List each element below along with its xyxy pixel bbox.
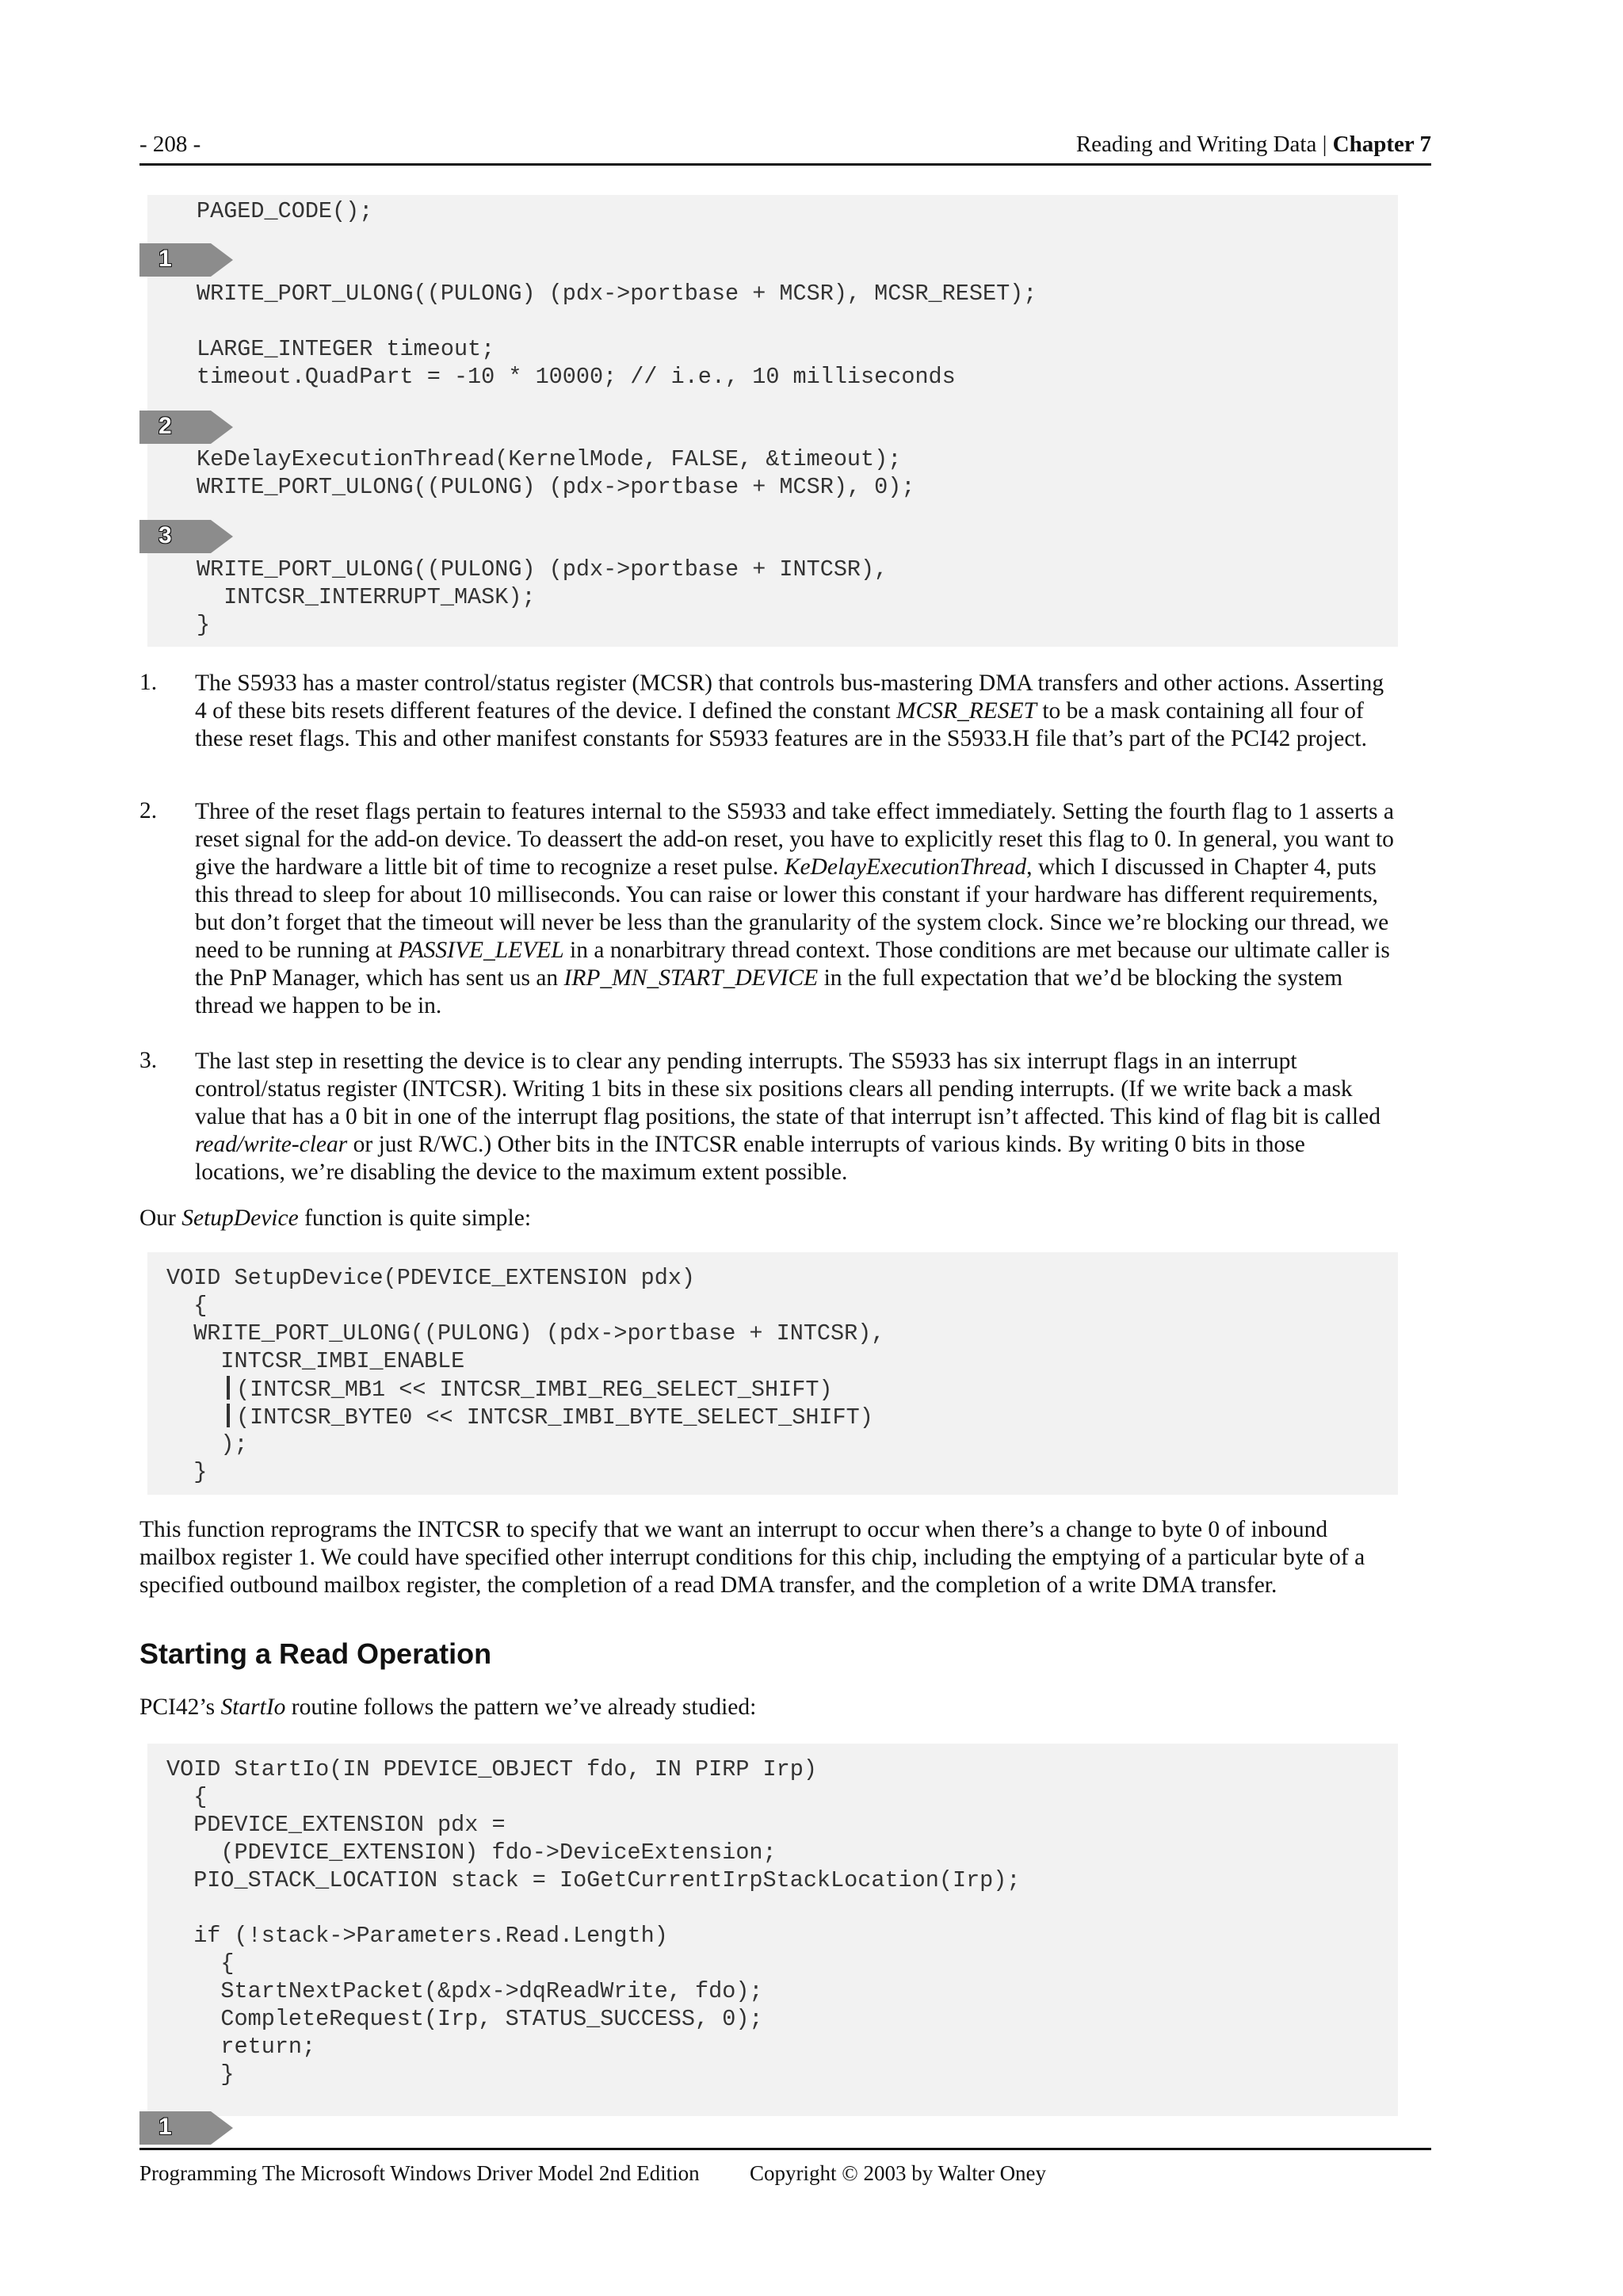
list-number: 1. [139,670,158,695]
code-line: VOID SetupDevice(PDEVICE_EXTENSION pdx) [166,1265,696,1291]
page-footer [139,2148,1431,2185]
code-line: INTCSR_INTERRUPT_MASK); [197,584,536,610]
code-line [227,1404,873,1431]
text-run: function is quite simple: [298,1205,532,1231]
list-item-text [195,798,1400,1020]
code-line: WRITE_PORT_ULONG((PULONG) (pdx->portbase + MCSR), MCSR_RESET); [197,281,1037,307]
setup-explanation: This function reprograms the INTCSR to specify that we want an interrupt to occur when there’s a change to byte 0 of inbound mailbox register 1. We could have specified other interrupt conditions for this chip, including the emptying of a particular byte of a specified outbound mailbox register, the completion of a read DMA transfer, and the completion of a write DMA transfer. [139,1517,1365,1598]
step-marker-icon [139,2111,233,2145]
list-number: 2. [139,798,158,823]
text-run: in a nonarbitrary thread context. Those conditions are met because our ultimate caller is the PnP Manager, which has sent us an [195,938,1390,991]
list-number: 3. [139,1048,158,1073]
text-run: or just R/WC.) Other bits in the INTCSR enable interrupts of various kinds. By writing 0 bits in those locations, we’re disabling the device to the maximum extent possible. [195,1132,1305,1185]
code-line: StartNextPacket(&pdx->dqReadWrite, fdo); [166,1978,763,2004]
code-line: PAGED_CODE(); [197,198,373,224]
text-run: The S5933 has a master control/status register (MCSR) that controls bus-mastering DMA transfers and other actions. Asserting 4 of these bits resets different features of the device. I defined the constant [195,670,1384,724]
text-run: in the full expectation that we’d be blocking the system thread we happen to be in. [195,965,1343,1018]
page-header [139,128,1431,166]
code-line: WRITE_PORT_ULONG((PULONG) (pdx->portbase + INTCSR), [197,556,888,583]
pipe-operator-icon [227,1404,230,1427]
step-marker-icon [139,411,233,444]
list-item-text [195,1048,1400,1186]
code-line: } [166,1459,208,1485]
step-marker-icon [139,243,233,277]
emphasis-text: MCSR_RESET [896,698,1037,724]
step-marker-label: 3 [158,522,172,548]
emphasis-text: IRP_MN_START_DEVICE [563,965,819,991]
chapter-title-text: Reading and Writing Data | [1075,132,1333,157]
code-line: PIO_STACK_LOCATION stack = IoGetCurrentIrpStackLocation(Irp); [166,1867,1021,1893]
text-run: Three of the reset flags pertain to features internal to the S5933 and take effect immediately. Setting the fourth flag to 1 asserts a reset signal for the add-on device. To deassert the add-on reset, you have to explicitly reset this flag to 0. In general, you want to give the hardware a little bit of time to recognize a reset pulse. [195,799,1394,880]
step-marker-label: 1 [158,246,172,272]
pipe-operator-icon [227,1376,230,1400]
code-line: { [166,1950,235,1977]
code-line: ); [166,1431,248,1457]
code-line: return; [166,2034,316,2060]
code-block [147,195,1398,647]
code-line: CompleteRequest(Irp, STATUS_SUCCESS, 0); [166,2006,763,2032]
code-line: if (!stack->Parameters.Read.Length) [166,1923,668,1949]
text-run: PCI42’s [139,1694,221,1720]
emphasis-text: KeDelayExecutionThread [784,854,1027,880]
text-run: routine follows the pattern we’ve already studied: [285,1694,757,1720]
code-text: (INTCSR_BYTE0 << INTCSR_IMBI_BYTE_SELECT_SHIFT) [236,1404,873,1431]
code-line: KeDelayExecutionThread(KernelMode, FALSE, &timeout); [197,446,902,472]
code-line: } [197,612,211,638]
page-number: - 208 - [139,132,201,157]
code-line: INTCSR_IMBI_ENABLE [166,1348,465,1374]
code-line: WRITE_PORT_ULONG((PULONG) (pdx->portbase + MCSR), 0); [197,474,915,500]
chapter-label: Chapter 7 [1332,132,1431,157]
code-line: WRITE_PORT_ULONG((PULONG) (pdx->portbase + INTCSR), [166,1320,885,1347]
emphasis-text: SetupDevice [181,1205,299,1231]
code-line: PDEVICE_EXTENSION pdx = [166,1812,506,1838]
code-line: LARGE_INTEGER timeout; [197,336,495,362]
startio-intro [139,1694,1407,1721]
list-item-text [195,670,1400,753]
emphasis-text: PASSIVE_LEVEL [398,938,564,963]
step-marker-label: 2 [158,413,172,439]
text-run: Our [139,1205,182,1231]
code-block [147,1744,1398,2116]
code-line: timeout.QuadPart = -10 * 10000; // i.e., 10 milliseconds [197,364,956,390]
code-text: (INTCSR_MB1 << INTCSR_IMBI_REG_SELECT_SHIFT) [236,1377,833,1403]
code-line: (PDEVICE_EXTENSION) fdo->DeviceExtension; [166,1839,777,1866]
code-line: { [166,1784,208,1810]
setup-intro [139,1205,1407,1232]
text-run: , which I discussed in Chapter 4, puts this thread to sleep for about 10 milliseconds. You can raise or lower this constant if your hardware has different requirements, but don’t forget that the timeout will never be less than the granularity of the system clock. Since we’re blocking our thread, we need to be running at [195,854,1389,963]
chapter-title [1076,132,1431,158]
book-title: Programming The Microsoft Windows Driver Model 2nd Edition [139,2161,700,2185]
text-run: The last step in resetting the device is to clear any pending interrupts. The S5933 has six interrupt flags in an interrupt control/status register (INTCSR). Writing 1 bits in these six positions clears all pending interrupts. (If we write back a mask value that has a 0 bit in one of the interrupt flag positions, the state of that interrupt isn’t affected. This kind of flag bit is called [195,1049,1381,1129]
code-line: VOID StartIo(IN PDEVICE_OBJECT fdo, IN PIRP Irp) [166,1756,817,1782]
emphasis-text: StartIo [220,1694,286,1720]
text-run: to be a mask containing all four of these reset flags. This and other manifest constants for S5933 features are in the S5933.H file that’s part of the PCI42 project. [195,698,1368,751]
emphasis-text: read/write-clear [195,1132,348,1157]
code-line [227,1376,833,1403]
code-line: { [166,1293,208,1319]
step-marker-label: 1 [158,2114,172,2140]
code-line: } [166,2061,235,2088]
step-marker-icon [139,520,233,553]
section-heading: Starting a Read Operation [139,1637,492,1670]
code-block [147,1252,1398,1495]
copyright-notice: Copyright © 2003 by Walter Oney [750,2161,1047,2185]
